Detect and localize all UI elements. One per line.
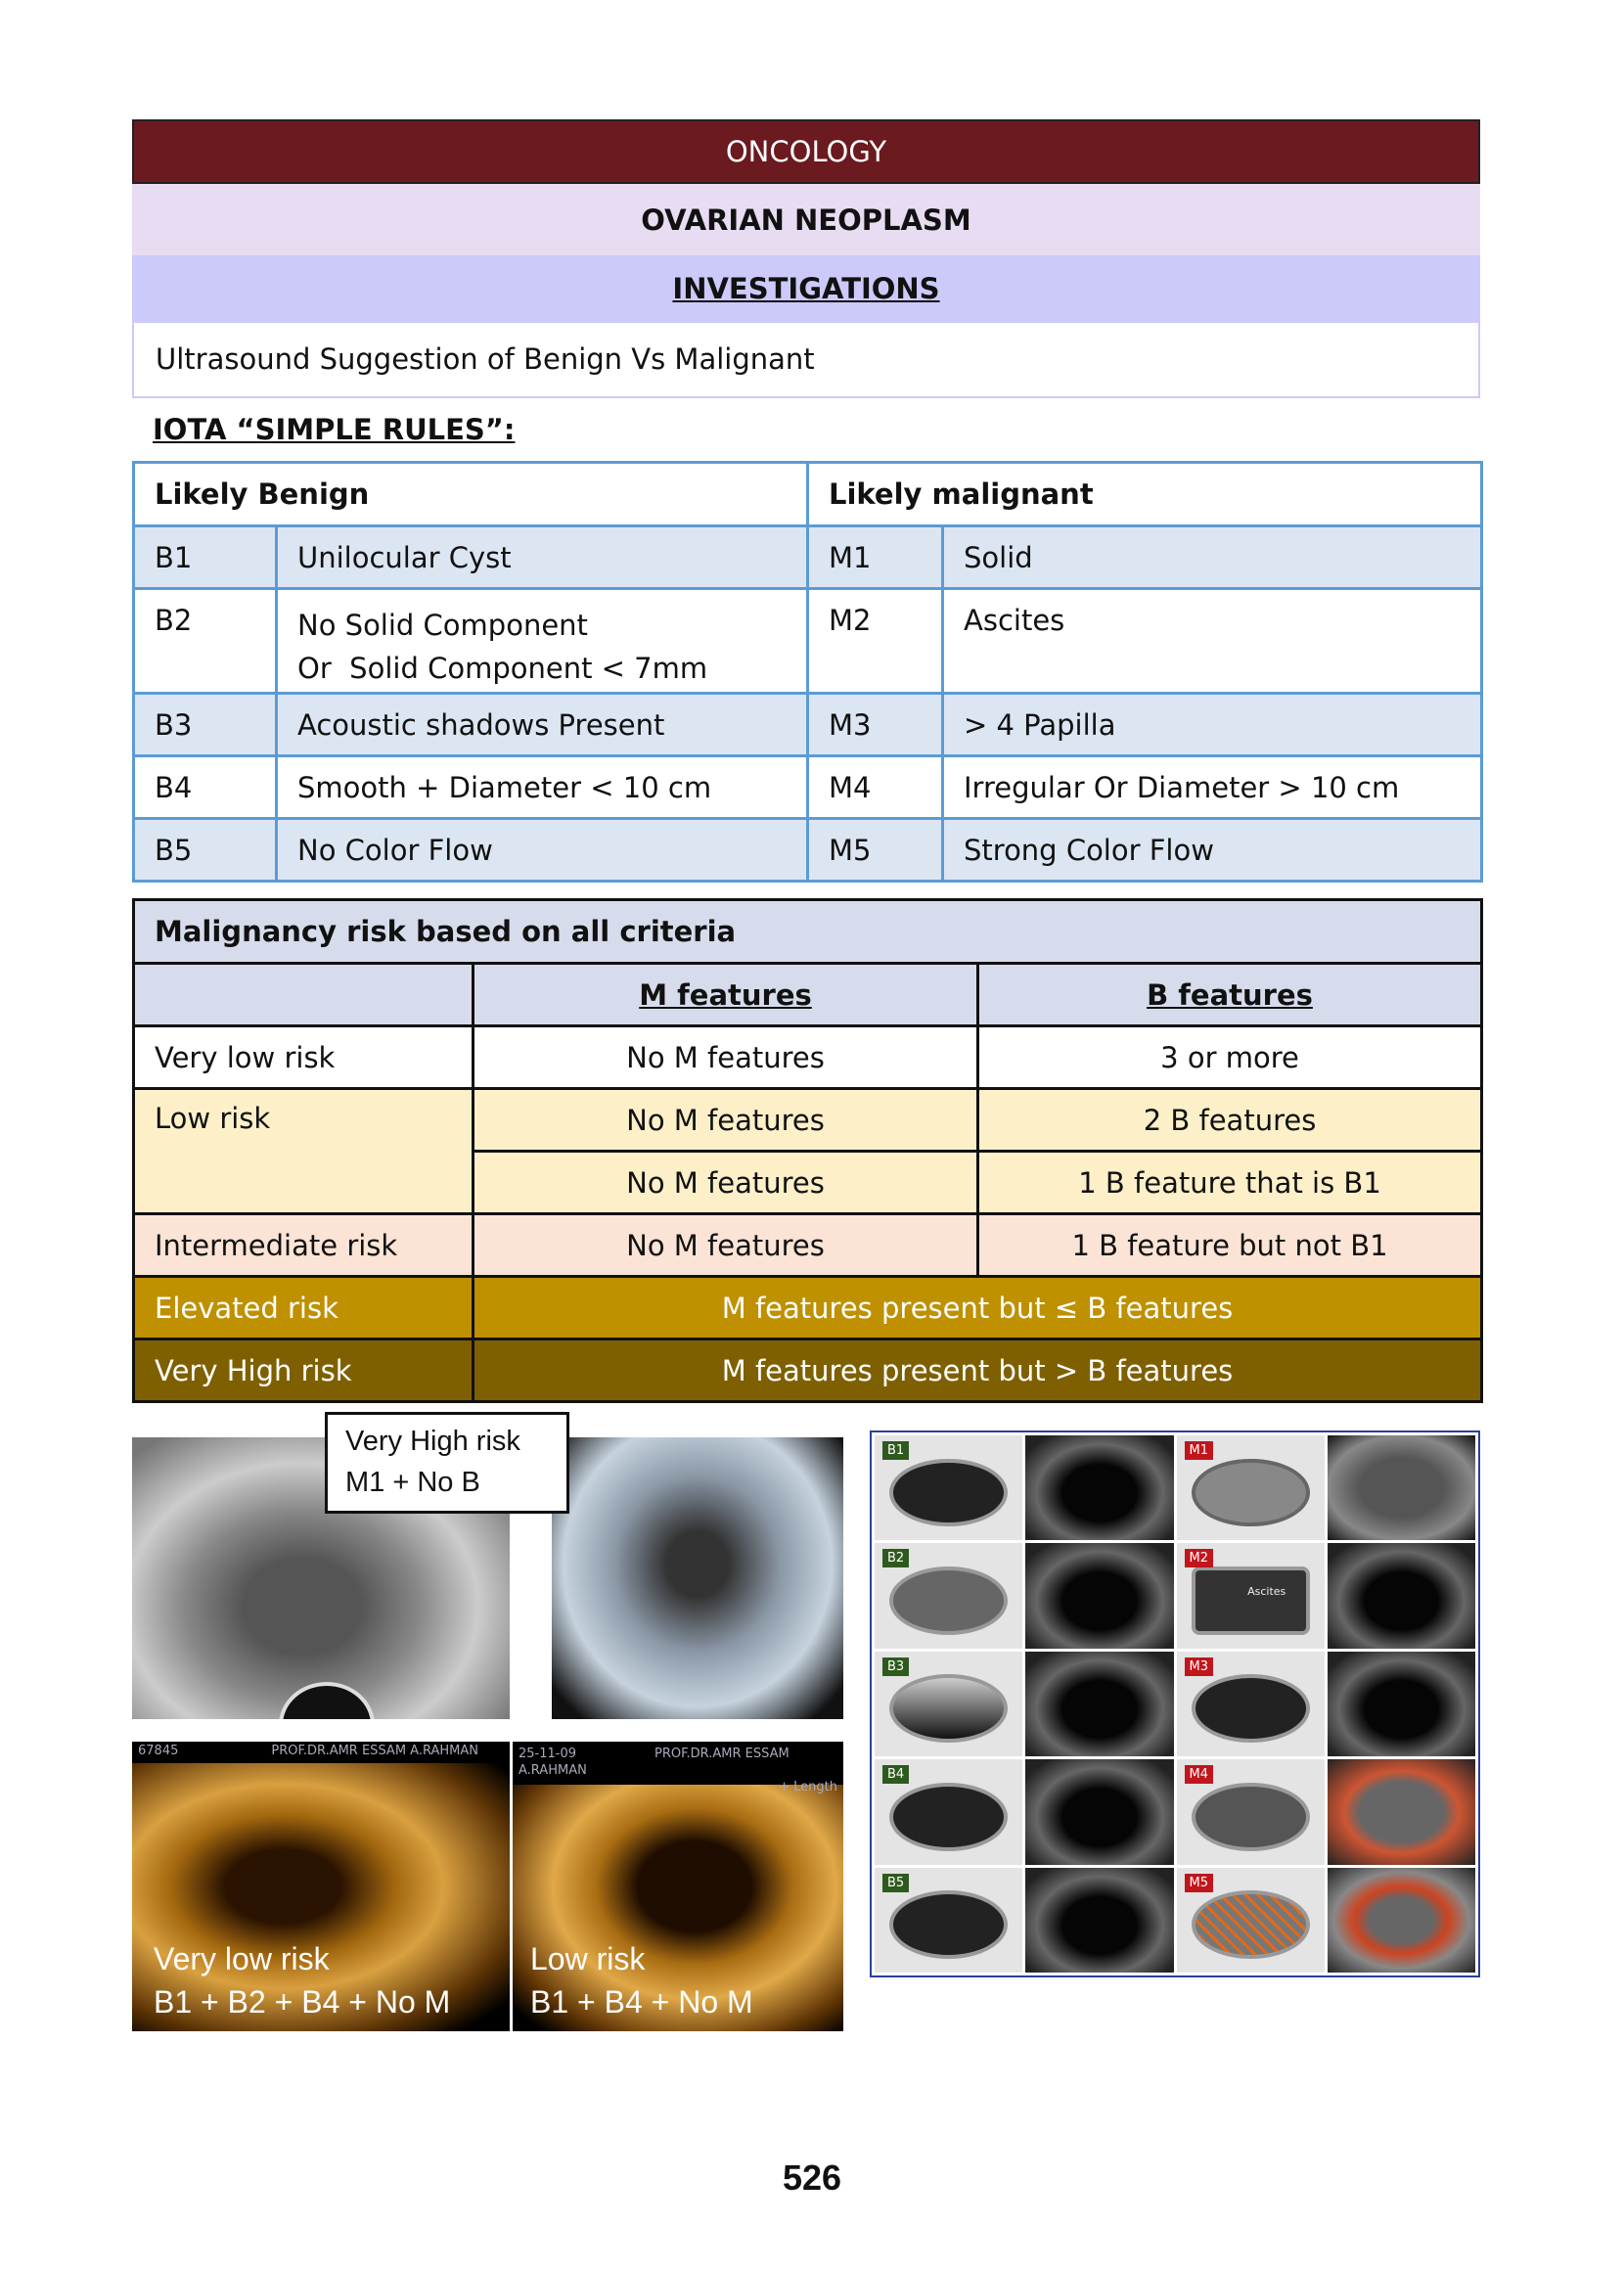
ultrasound-m2 [1328, 1543, 1475, 1648]
rule-text: Acoustic shadows Present [277, 694, 808, 756]
illustration-m3 [1177, 1652, 1325, 1756]
ultrasound-m4 [1328, 1759, 1475, 1864]
tag: B2 [882, 1549, 909, 1567]
b-cell: 1 B feature but not B1 [978, 1214, 1482, 1277]
tag: B4 [882, 1765, 909, 1784]
table-row [134, 1277, 1482, 1339]
rule-text: No Solid Component [297, 609, 588, 642]
ultrasound-m5 [1328, 1868, 1475, 1973]
illustration-m1 [1177, 1435, 1325, 1540]
image-length-label: + Length [779, 1780, 837, 1794]
ascites-label: Ascites [1247, 1585, 1286, 1599]
tag: M3 [1185, 1657, 1214, 1676]
b-cell: 3 or more [978, 1026, 1482, 1089]
rule-code: M3 [808, 694, 943, 756]
rule-text: Solid [943, 526, 1482, 589]
table-row [134, 526, 1482, 589]
illustration-b3 [875, 1652, 1022, 1756]
iota-rules-table [132, 461, 1483, 883]
subtopic-header: INVESTIGATIONS [132, 255, 1480, 321]
very-high-risk-label [325, 1412, 569, 1514]
risk-label: Intermediate risk [134, 1214, 474, 1277]
rule-code: B5 [134, 819, 277, 882]
risk-label: Very low risk [134, 1026, 474, 1089]
section-header: ONCOLOGY [132, 119, 1480, 184]
ultrasound-b1 [1025, 1435, 1173, 1540]
illustration-b2 [875, 1543, 1022, 1648]
m-cell: No M features [474, 1152, 978, 1214]
illustration-m4 [1177, 1759, 1325, 1864]
caption-line: Very low risk [154, 1941, 330, 1976]
image-id: 67845 [138, 1744, 179, 1758]
topic-header: OVARIAN NEOPLASM [132, 184, 1480, 255]
tag: B3 [882, 1657, 909, 1676]
rule-code: B4 [134, 756, 277, 819]
ultrasound-b4 [1025, 1759, 1173, 1864]
risk-table [132, 898, 1483, 1403]
risk-label: Low risk [134, 1089, 474, 1214]
rule-text: Smooth + Diameter < 10 cm [277, 756, 808, 819]
b-cell: 2 B features [978, 1089, 1482, 1152]
image-header: PROF.DR.AMR ESSAM A.RAHMAN [519, 1747, 789, 1778]
rule-code: M4 [808, 756, 943, 819]
table-row [134, 1214, 1482, 1277]
iota-illustration-grid [870, 1430, 1480, 1977]
illustration-b4 [875, 1759, 1022, 1864]
b-features-header: B features [978, 964, 1482, 1026]
caption-line: B1 + B4 + No M [530, 1984, 753, 2020]
table-row [134, 1339, 1482, 1402]
table-row [134, 1026, 1482, 1089]
rule-code: B1 [134, 526, 277, 589]
ultrasound-m1 [1328, 1435, 1475, 1540]
rule-code: M2 [808, 589, 943, 694]
tag: B1 [882, 1441, 909, 1460]
rule-text: > 4 Papilla [943, 694, 1482, 756]
image-caption [530, 1937, 753, 2023]
caption-line: Very High risk [345, 1426, 520, 1457]
malignant-header: Likely malignant [808, 463, 1482, 526]
table-row [134, 1089, 1482, 1152]
rule-text: Ascites [943, 589, 1482, 694]
rule-text: Strong Color Flow [943, 819, 1482, 882]
caption-line: M1 + No B [345, 1467, 480, 1498]
rule-code: B3 [134, 694, 277, 756]
m-cell: No M features [474, 1214, 978, 1277]
rule-code: B2 [134, 589, 277, 694]
illustration-b1 [875, 1435, 1022, 1540]
ultrasound-b2 [1025, 1543, 1173, 1648]
illustration-m2 [1177, 1543, 1325, 1648]
risk-label: Elevated risk [134, 1277, 474, 1339]
b-cell: 1 B feature that is B1 [978, 1152, 1482, 1214]
rule-code: M5 [808, 819, 943, 882]
ultrasound-image-very-low-risk [132, 1742, 510, 2031]
rule-text: Unilocular Cyst [277, 526, 808, 589]
ultrasound-image-low-risk [513, 1742, 843, 2031]
illustration-b5 [875, 1868, 1022, 1973]
ultrasound-b5 [1025, 1868, 1173, 1973]
page-number: 526 [782, 2157, 842, 2198]
ultrasound-b3 [1025, 1652, 1173, 1756]
rule-text: Or Solid Component < 7mm [297, 652, 708, 685]
tag: M2 [1185, 1549, 1214, 1567]
table-row [134, 589, 1482, 694]
ultrasound-image-grey-2 [552, 1437, 843, 1719]
risk-criteria: M features present but > B features [474, 1339, 1482, 1402]
tag: M4 [1185, 1765, 1214, 1784]
rule-text: No Color Flow [277, 819, 808, 882]
image-header: PROF.DR.AMR ESSAM A.RAHMAN [271, 1744, 478, 1758]
tag: M5 [1185, 1874, 1214, 1892]
image-date: 25-11-09 [519, 1747, 577, 1761]
rule-code: M1 [808, 526, 943, 589]
risk-label: Very High risk [134, 1339, 474, 1402]
tag: M1 [1185, 1441, 1214, 1460]
risk-criteria: M features present but ≤ B features [474, 1277, 1482, 1339]
table-row [134, 694, 1482, 756]
ultrasound-m3 [1328, 1652, 1475, 1756]
iota-heading: IOTA “SIMPLE RULES”: [153, 413, 516, 446]
image-caption [154, 1937, 450, 2023]
m-cell: No M features [474, 1026, 978, 1089]
rule-text: Irregular Or Diameter > 10 cm [943, 756, 1482, 819]
illustration-m5 [1177, 1868, 1325, 1973]
m-cell: No M features [474, 1089, 978, 1152]
caption-line: Low risk [530, 1941, 646, 1976]
table-row [134, 756, 1482, 819]
benign-header: Likely Benign [134, 463, 808, 526]
table-row [134, 819, 1482, 882]
subtitle: Ultrasound Suggestion of Benign Vs Malignant [132, 321, 1480, 398]
tag: B5 [882, 1874, 909, 1892]
risk-title: Malignancy risk based on all criteria [134, 900, 1482, 964]
m-features-header: M features [474, 964, 978, 1026]
caption-line: B1 + B2 + B4 + No M [154, 1984, 451, 2020]
